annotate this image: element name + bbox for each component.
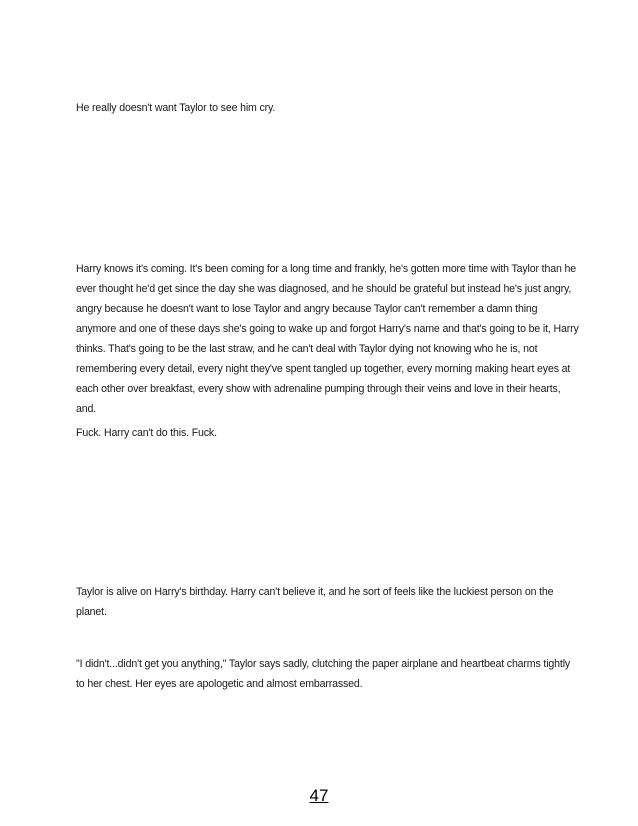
paragraph: Fuck. Harry can't do this. Fuck. [76, 427, 217, 439]
paragraph: Harry knows it's coming. It's been coming for a long time and frankly, he's gotten more time with Taylor than he ever thought he'd get since the day she was diagnosed, and he should be grateful but instead he's just angry, angry because he doesn't want to lose Taylor and angry because Taylor can't remember a damn thing anymore and one of these days she's going to wake up and forgot Harry's name and that's going to be it, Harry thinks. That's going to be the last straw, and he can't deal with Taylor dying not knowing who he is, not remembering every detail, every night they've spent tangled up together, every morning making heart eyes at each other over breakfast, every show with adrenaline pumping through their veins and love in their hearts, and. [76, 263, 579, 415]
page-number: 47 [309, 786, 329, 805]
paragraph: "I didn't...didn't get you anything," Taylor says sadly, clutching the paper airplane and heartbeat charms tightly to her chest. Her eyes are apologetic and almost embarrassed. [76, 658, 571, 690]
paragraph: Taylor is alive on Harry's birthday. Harry can't believe it, and he sort of feels like the luckiest person on the planet. [76, 586, 554, 618]
paragraph: He really doesn't want Taylor to see him cry. [76, 102, 276, 114]
